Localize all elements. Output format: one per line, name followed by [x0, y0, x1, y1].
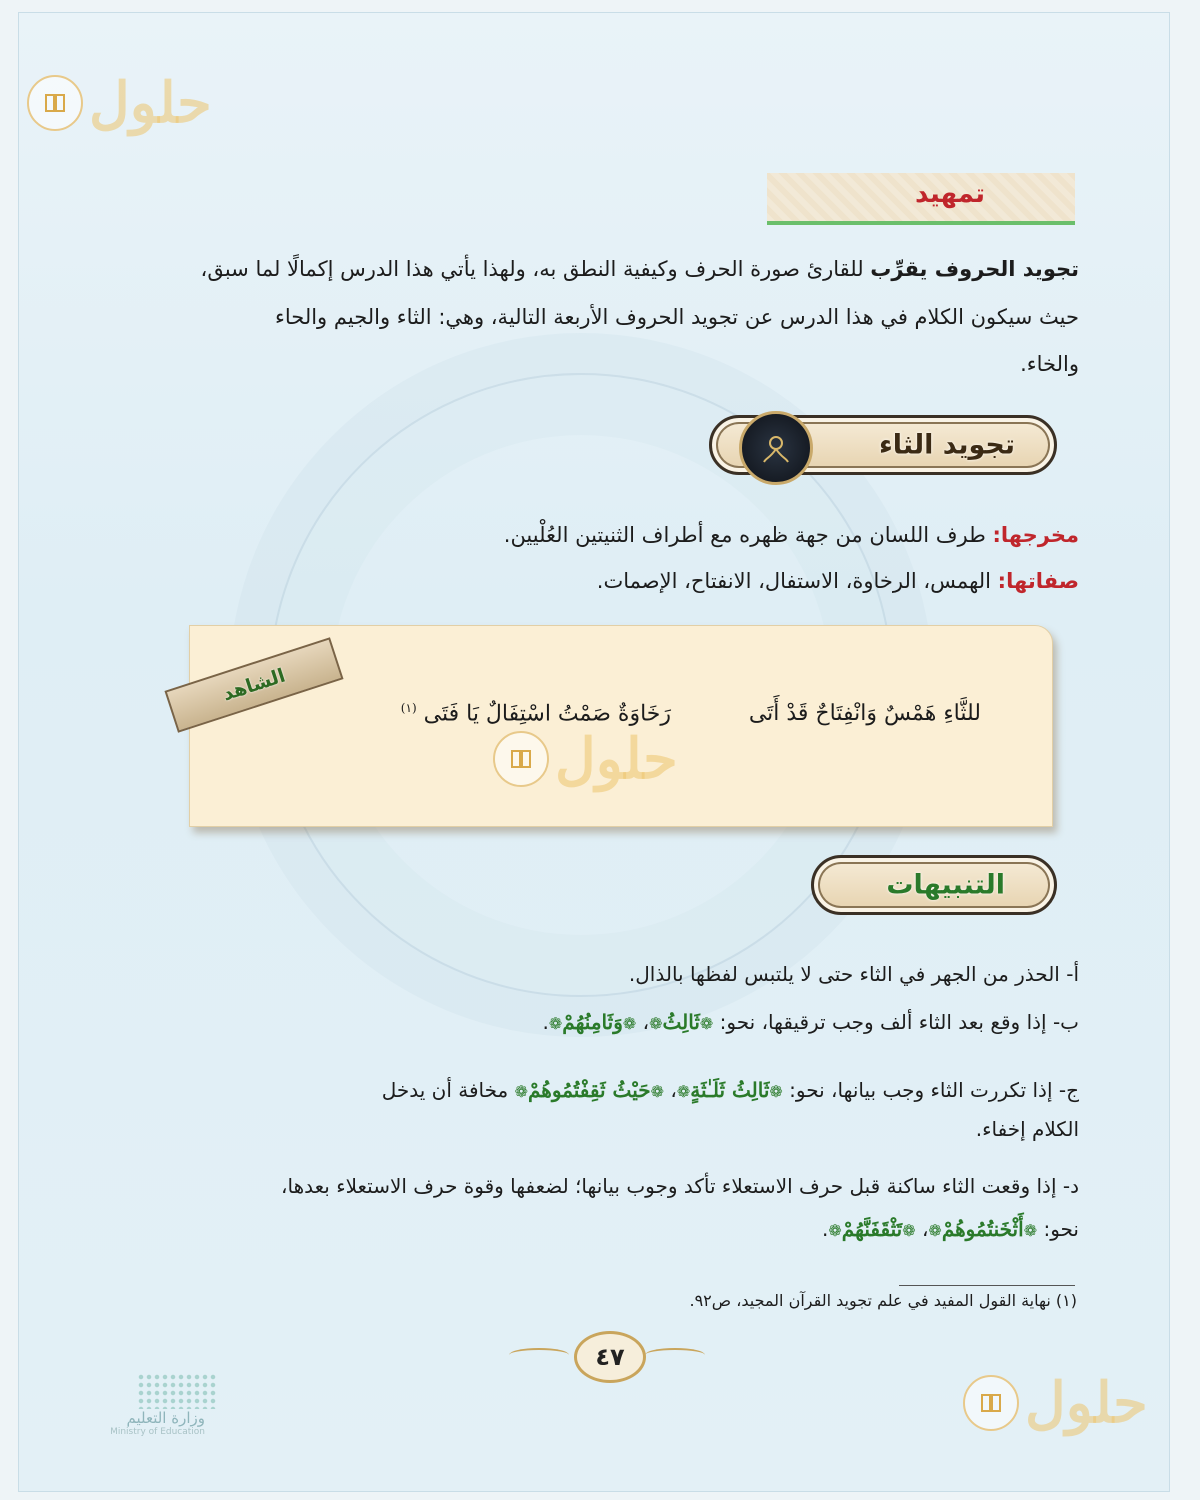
textbook-page — [18, 12, 1170, 1492]
watermark-text: حلول — [1025, 1370, 1148, 1436]
note-d-line-2: نحو: ❁أَثْخَنتُمُوهُمْ❁، ❁تَثْقَفَنَّهُمْ❁. — [822, 1217, 1079, 1241]
ornament-icon: ❁ — [828, 1221, 842, 1240]
verse-left — [399, 701, 671, 726]
flower-icon — [739, 411, 813, 485]
note-c-text: ج- إذا تكررت الثاء وجب بيانها، نحو: — [782, 1078, 1079, 1102]
makhraj-label: مخرجها: — [992, 523, 1079, 547]
section-heading-banner — [767, 173, 1075, 225]
makhraj-text: طرف اللسان من جهة ظهره مع أطراف الثنيتين العُلْيين. — [503, 523, 993, 547]
note-d-line-1: د- إذا وقعت الثاء ساكنة قبل حرف الاستعلاء تأكد وجوب بيانها؛ لضعفها وقوة حرف الاستعلاء بعدها، — [281, 1174, 1079, 1198]
ornament-icon: ❁ — [622, 1014, 637, 1033]
watermark-text: حلول — [555, 726, 678, 792]
ornament-icon: ❁ — [769, 1082, 783, 1101]
ornament-icon: ❁ — [650, 1082, 664, 1101]
ornament-icon: ❁ — [514, 1082, 528, 1101]
ornament-icon: ❁ — [699, 1014, 714, 1033]
tanbihat-title: التنبيهات — [886, 869, 1005, 901]
ministry-name: وزارة التعليم — [126, 1409, 205, 1427]
section-heading: تمهيد — [915, 179, 985, 209]
intro-line-1-rest: للقارئ صورة الحرف وكيفية النطق به، ولهذا يأتي هذا الدرس إكمالًا لما سبق، — [200, 257, 871, 281]
sifat-line — [159, 565, 1079, 599]
flourish-right — [645, 1348, 705, 1362]
note-c-example-1: ثَالِثُ ثَلَـٰثَةٍ — [690, 1078, 770, 1102]
note-c-example-2: حَيْثُ ثَقِفْتُمُوهُمْ — [528, 1078, 651, 1102]
ministry-subtitle: Ministry of Education — [110, 1427, 205, 1437]
verse-left-text: رَخَاوَةٌ صَمْتُ اسْتِفَالٌ يَا فَتَى — [423, 701, 671, 727]
note-b-example-2: وَثَامِنُهُمْ — [562, 1010, 623, 1034]
ministry-logo — [85, 1373, 205, 1437]
watermark-top — [27, 70, 212, 136]
note-d-text: نحو: — [1037, 1217, 1079, 1241]
sifat-text: الهمس، الرخاوة، الاستفال، الانفتاح، الإصمات. — [596, 569, 998, 593]
ornament-icon: ❁ — [649, 1014, 663, 1033]
ornament-icon: ❁ — [676, 1082, 691, 1101]
book-icon — [493, 731, 549, 787]
intro-line-2: حيث سيكون الكلام في هذا الدرس عن تجويد الحروف الأربعة التالية، وهي: الثاء والجيم والحاء — [275, 304, 1079, 329]
tajweed-thaa-title: تجويد الثاء — [878, 429, 1015, 461]
watermark-text: حلول — [89, 70, 212, 136]
ministry-emblem-icon — [137, 1373, 217, 1409]
verse-right: للثَّاءِ هَمْسٌ وَانْفِتَاحٌ قَدْ أَتَى — [748, 701, 981, 726]
note-d — [159, 1171, 1079, 1245]
ornament-icon: ❁ — [548, 1014, 563, 1033]
watermark-bottom — [963, 1370, 1148, 1436]
note-b-text: ب- إذا وقع بعد الثاء ألف وجب ترقيقها، نحو: — [713, 1010, 1079, 1034]
note-c-line-1: ج- إذا تكررت الثاء وجب بيانها، نحو: ❁ثَالِثُ ثَلَـٰثَةٍ❁، ❁حَيْثُ ثَقِفْتُمُوهُمْ❁ مخافة أن يدخل — [381, 1078, 1079, 1102]
flourish-left — [509, 1348, 569, 1362]
note-c-rest: مخافة أن يدخل — [381, 1078, 515, 1102]
intro-bold: تجويد الحروف يقرِّب — [870, 257, 1079, 281]
note-c — [159, 1075, 1079, 1145]
intro-paragraph — [159, 253, 1079, 382]
ornament-icon: ❁ — [902, 1221, 916, 1240]
note-b-example-1: ثَالِثُ — [662, 1010, 700, 1034]
tajweed-thaa-banner — [709, 415, 1057, 475]
watermark-middle — [493, 726, 678, 792]
book-icon — [963, 1375, 1019, 1431]
verse-footnote-marker: (١) — [400, 701, 417, 715]
ornament-icon: ❁ — [1023, 1221, 1038, 1240]
note-a: أ- الحذر من الجهر في الثاء حتى لا يلتبس لفظها بالذال. — [628, 962, 1079, 986]
footnote: (١) نهاية القول المفيد في علم تجويد القرآن المجيد، ص٩٢. — [689, 1291, 1077, 1310]
note-d-example-1: أَثْخَنتُمُوهُمْ — [941, 1217, 1024, 1241]
sifat-label: صفاتها: — [997, 569, 1079, 593]
shahid-ribbon-label: الشاهد — [220, 664, 288, 706]
intro-line-3: والخاء. — [1020, 352, 1079, 377]
note-b: ب- إذا وقع بعد الثاء ألف وجب ترقيقها، نحو: ❁ثَالِثُ❁، ❁وَثَامِنُهُمْ❁. — [542, 1010, 1079, 1034]
ornament-icon: ❁ — [928, 1221, 942, 1240]
footnote-divider — [899, 1285, 1075, 1286]
note-d-example-2: تَثْقَفَنَّهُمْ — [841, 1217, 903, 1241]
page-number: ٤٧ — [574, 1331, 646, 1383]
note-c-line-2: الكلام إخفاء. — [975, 1117, 1079, 1141]
makhraj-line — [159, 519, 1079, 553]
intro-line-1 — [159, 253, 1079, 287]
book-icon — [27, 75, 83, 131]
tanbihat-banner — [811, 855, 1057, 915]
